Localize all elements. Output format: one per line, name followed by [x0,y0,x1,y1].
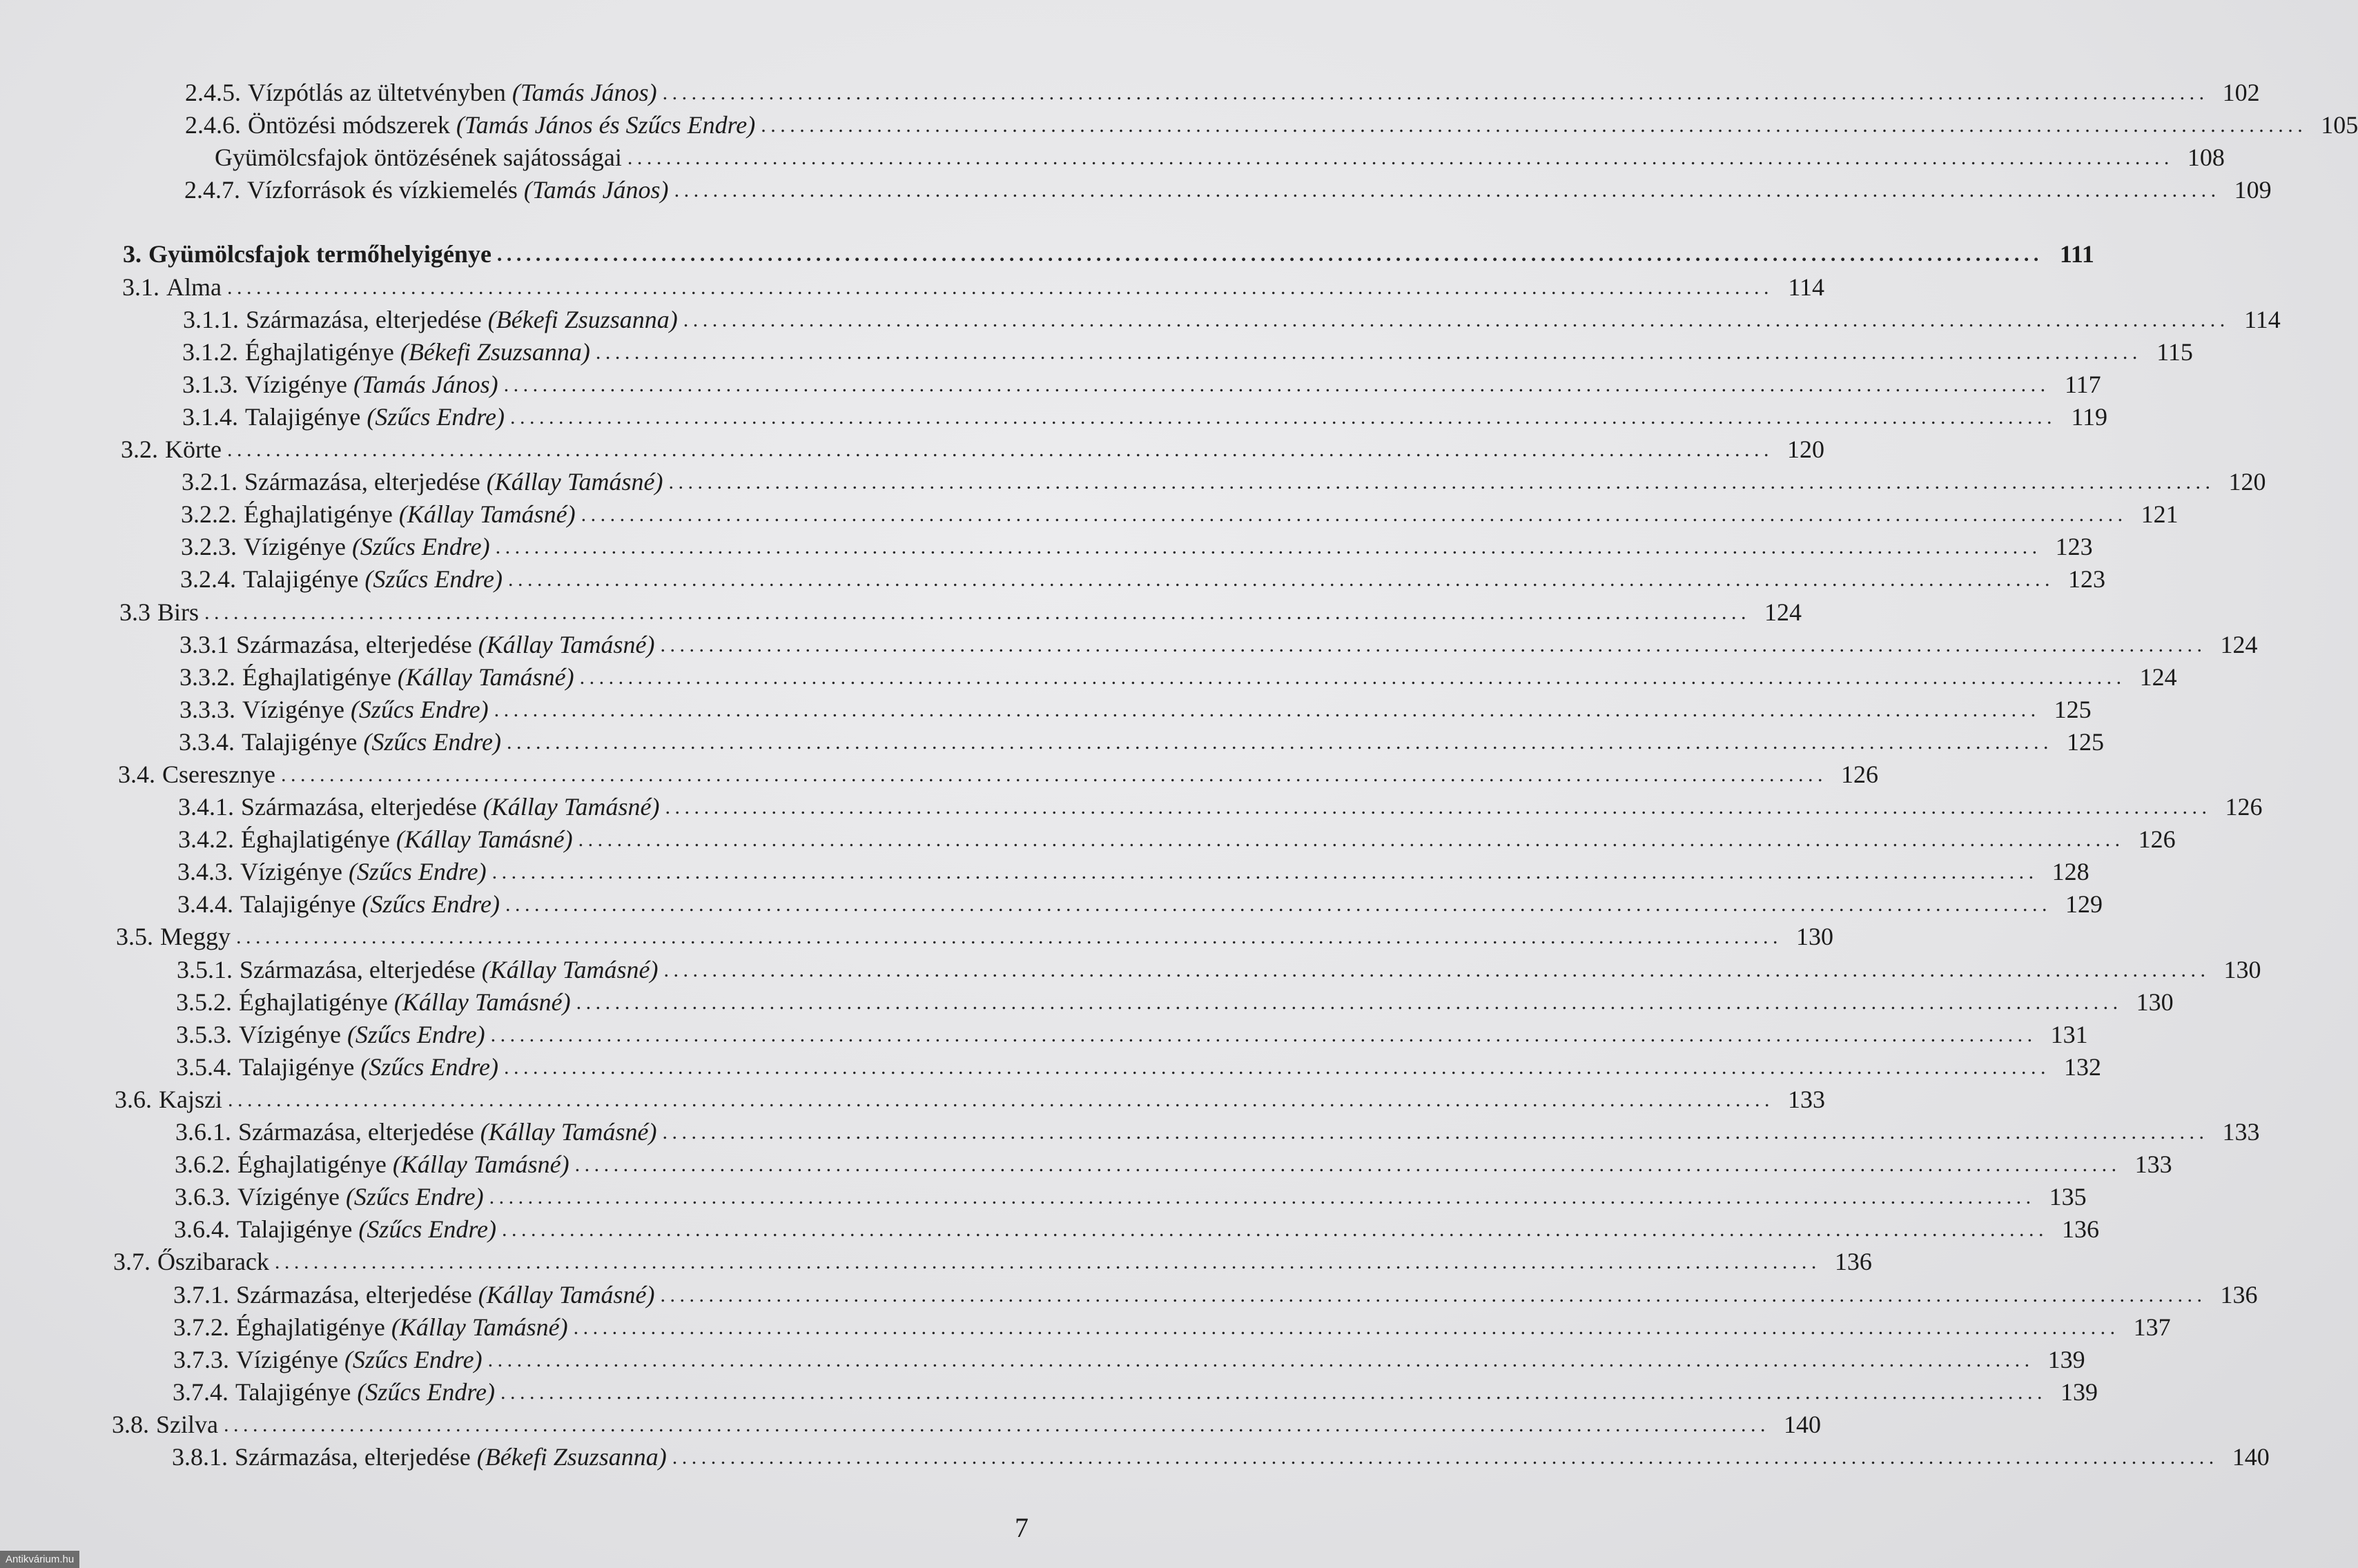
toc-entry-author: (Szűcs Endre) [357,1378,496,1406]
toc-entry-number: 3.2.4. [180,565,236,593]
toc-entry-label [176,1055,504,1079]
toc-entry-author: (Békefi Zsuzsanna) [487,306,678,333]
toc-entry-number: 3.6.3. [175,1183,231,1211]
toc-row [173,1340,2085,1373]
toc-entry-label [185,80,663,105]
toc-entry-page: 129 [2065,890,2103,918]
dot-leader: ................................................................................................................................................................ [660,634,2207,656]
toc-entry-number: 3.3 [119,598,150,626]
toc-entry-number: 3.2.2. [181,500,237,528]
toc-entry-title: Származása, elterjedése [241,793,477,821]
toc-entry-number: 3.4.3. [177,858,233,885]
toc-entry-page: 140 [2232,1443,2270,1471]
toc-entry-label [182,469,668,494]
toc-row [179,689,2092,723]
toc-entry-page: 120 [2228,468,2266,496]
page-number: 7 [1015,1512,1029,1543]
toc-entry-number: 2.4.7. [184,176,240,204]
toc-entry-title: Éghajlatigénye [241,825,390,853]
toc-entry-title: Vízigénye [237,1183,340,1211]
toc-entry-page: 121 [2141,500,2179,528]
dot-leader: ................................................................................................................................................................ [280,763,1827,786]
toc-entry-page: 136 [2062,1215,2100,1243]
toc-entry-author: (Szűcs Endre) [351,533,490,560]
dot-leader: ................................................................................................................................................................ [502,1218,2049,1241]
toc-entry-title: Származása, elterjedése [244,468,480,496]
dot-leader: ................................................................................................................................................................ [487,1349,2034,1371]
toc-entry-number: 3.4.4. [177,890,233,918]
toc-entry-page: 126 [2138,825,2176,853]
toc-entry-author: (Kállay Tamásné) [481,956,659,983]
toc-entry-number: 3.3.4. [179,728,235,756]
toc-entry-author: (Szűcs Endre) [367,403,505,431]
toc-row [176,1047,2102,1081]
toc-entry-title: Őszibarack [157,1248,269,1275]
toc-row [173,1275,2258,1309]
toc-entry-number: 3.1.2. [182,338,238,366]
toc-row [177,950,2261,983]
toc-entry-label [113,1249,275,1274]
toc-entry-page: 132 [2064,1053,2102,1081]
toc-entry-label [178,827,578,852]
toc-entry-number: 3.5.3. [176,1021,232,1048]
toc-entry-label [173,1282,660,1307]
toc-entry-title: Vízigénye [245,371,347,398]
toc-entry-label [173,1347,488,1372]
toc-entry-title: Gyümölcsfajok öntözésének sajátosságai [215,144,622,171]
dot-leader: ................................................................................................................................................................ [274,1251,1821,1273]
toc-row [179,657,2177,691]
toc-entry-number: 3.1.3. [182,371,238,398]
watermark-label: Antikvárium.hu [0,1551,79,1568]
toc-entry-author: (Szűcs Endre) [348,858,487,885]
toc-row [119,592,1802,626]
toc-entry-page: 120 [1786,435,1824,463]
toc-entry-label [179,632,660,657]
dot-leader: ................................................................................................................................................................ [500,1381,2047,1404]
toc-entry-number: 3.6.1. [175,1118,231,1146]
dot-leader: ................................................................................................................................................................ [204,601,1751,624]
toc-entry-author: (Kállay Tamásné) [392,1150,569,1178]
toc-entry-title: Meggy [160,923,231,950]
toc-entry-number: 3.5. [116,923,153,950]
toc-entry-page: 126 [2225,793,2263,821]
toc-entry-page: 102 [2222,79,2260,106]
toc-entry-label [178,794,665,819]
toc-entry-label [185,112,761,137]
toc-entry-author: (Kállay Tamásné) [486,468,663,496]
dot-leader: ................................................................................................................................................................ [672,1446,2219,1469]
toc-entry-number: 3.3.3. [179,696,235,723]
toc-entry-number: 3.1.4. [182,403,238,431]
toc-entry-author: (Tamás János) [511,79,657,106]
dot-leader: ................................................................................................................................................................ [503,373,2050,396]
toc-entry-label [175,1119,662,1144]
toc-entry-title: Talajigénye [237,1215,353,1243]
toc-entry-title: Vízforrások és vízkiemelés [247,176,518,204]
dot-leader: ................................................................................................................................................................ [578,828,2125,851]
toc-entry-page: 108 [2187,144,2225,171]
toc-entry-number: 3.5.1. [177,956,233,983]
toc-entry-page: 139 [2060,1378,2098,1406]
toc-entry-author: (Szűcs Endre) [345,1183,484,1211]
toc-entry-title: Talajigénye [235,1378,351,1406]
toc-entry-author: (Szűcs Endre) [344,1346,483,1373]
toc-entry-page: 130 [2223,956,2261,983]
toc-row [115,1079,1825,1113]
toc-entry-label [177,892,505,917]
toc-entry-title: Vízpótlás az ültetvényben [248,79,506,106]
toc-entry-title: Éghajlatigénye [244,500,393,528]
toc-entry-label [123,242,497,266]
toc-entry-title: Talajigénye [242,728,358,756]
toc-row [121,429,1824,463]
toc-entry-label [174,1217,502,1242]
toc-entry-label [172,1444,672,1469]
dot-leader: ................................................................................................................................................................ [504,1056,2051,1079]
toc-entry-label [181,534,496,559]
toc-entry-title: Szilva [156,1411,218,1438]
dot-leader: ................................................................................................................................................................ [227,1088,1774,1111]
toc-entry-title: Birs [157,598,199,626]
toc-entry-number: 3.2. [121,435,158,463]
toc-entry-page: 115 [2156,338,2193,366]
toc-entry-label [177,859,492,884]
toc-entry-number: 3.7.4. [173,1378,228,1406]
toc-entry-number: 3.7.1. [173,1281,229,1309]
toc-row [118,754,1878,788]
toc-entry-page: 131 [2050,1021,2088,1048]
toc-entry-author: (Kállay Tamásné) [398,500,576,528]
toc-entry-page: 125 [2054,696,2092,723]
toc-row [175,1144,2172,1178]
dot-leader: ................................................................................................................................................................ [490,1023,2037,1046]
toc-entry-author: (Szűcs Endre) [360,1053,499,1081]
toc-entry-author: (Szűcs Endre) [363,728,502,756]
toc-row [174,1209,2100,1243]
toc-entry-number: 3.5.2. [176,988,232,1016]
toc-entry-author: (Kállay Tamásné) [391,1313,568,1341]
toc-entry-title: Vízigénye [239,1021,341,1048]
toc-entry-page: 135 [2049,1183,2087,1211]
dot-leader: ................................................................................................................................................................ [662,81,2209,104]
toc-entry-label [116,924,236,949]
toc-entry-number: 3.7.3. [173,1346,229,1373]
toc-row [179,722,2105,756]
toc-entry-page: 123 [2055,533,2093,560]
dot-leader: ................................................................................................................................................................ [226,438,1773,461]
toc-entry-page: 136 [2220,1281,2258,1309]
toc-entry-author: (Szűcs Endre) [362,890,500,918]
toc-entry-title: Származása, elterjedése [236,631,472,658]
toc-entry-number: 3.1. [122,273,159,301]
toc-entry-author: (Szűcs Endre) [358,1215,497,1243]
toc-entry-label [180,567,508,591]
toc-entry-page: 117 [2064,371,2101,398]
toc-entry-title: Cseresznye [162,761,275,788]
dot-leader: ................................................................................................................................................................ [665,796,2212,819]
toc-row [185,72,2260,106]
toc-entry-page: 137 [2133,1313,2171,1341]
toc-entry-label [173,1380,500,1404]
toc-entry-page: 105 [2321,111,2358,139]
toc-entry-page: 130 [1796,923,1833,950]
toc-entry-title: Talajigénye [245,403,361,431]
toc-entry-title: Származása, elterjedése [246,306,482,333]
dot-leader: ................................................................................................................................................................ [491,861,2038,883]
toc-entry-author: (Szűcs Endre) [347,1021,485,1048]
toc-entry-title: Származása, elterjedése [235,1443,471,1471]
toc-entry-number: 3. [123,240,142,268]
toc-entry-label [179,729,507,754]
toc-entry-title: Öntözési módszerek [248,111,450,139]
toc-row [177,852,2089,885]
toc-entry-title: Körte [165,435,222,463]
toc-entry-title: Talajigénye [240,890,356,918]
toc-entry-label [183,307,683,332]
toc-row [116,917,1833,950]
toc-entry-title: Vízigénye [236,1346,338,1373]
toc-entry-number: 3.7. [113,1248,150,1275]
toc-entry-page: 124 [2139,663,2177,691]
toc-entry-title: Talajigénye [243,565,359,593]
toc-entry-number: 3.3.1 [179,631,229,658]
toc-entry-label [182,340,596,364]
toc-entry-title: Vízigénye [242,696,344,723]
toc-entry-label [173,1315,574,1340]
toc-row [182,462,2266,496]
dot-leader: ................................................................................................................................................................ [508,568,2055,591]
toc-row [182,397,2108,431]
toc-entry-title: Éghajlatigénye [236,1313,385,1341]
toc-row [215,137,2225,171]
dot-leader: ................................................................................................................................................................ [663,959,2210,981]
toc-row [112,1404,1821,1438]
toc-row [175,1177,2087,1211]
toc-chapter-row [123,234,2094,268]
toc-entry-title: Származása, elterjedése [238,1118,474,1146]
toc-entry-label [182,404,510,429]
toc-entry-label [177,957,663,982]
dot-leader: ................................................................................................................................................................ [660,1284,2207,1306]
toc-entry-label [182,372,504,397]
toc-row [182,364,2101,398]
dot-leader: ................................................................................................................................................................ [627,146,2174,169]
dot-leader: ................................................................................................................................................................ [579,666,2126,689]
toc-row [181,494,2179,528]
toc-entry-page: 111 [2059,240,2094,268]
toc-entry-page: 133 [2134,1150,2172,1178]
dot-leader: ................................................................................................................................................................ [236,925,1782,948]
toc-entry-page: 133 [1787,1086,1825,1113]
toc-row [122,267,1824,301]
toc-entry-number: 2.4.6. [185,111,241,139]
toc-entry-title: Éghajlatigénye [239,988,388,1016]
toc-entry-title: Kajszi [159,1086,222,1113]
dot-leader: ................................................................................................................................................................ [595,341,2142,364]
dot-leader: ................................................................................................................................................................ [495,536,2042,558]
toc-entry-number: 3.6.4. [174,1215,230,1243]
toc-entry-number: 3.5.4. [176,1053,232,1081]
toc-entry-title: Alma [166,273,222,301]
toc-entry-page: 124 [1764,598,1802,626]
toc-entry-page: 119 [2071,403,2108,431]
toc-entry-author: (Kállay Tamásné) [397,663,574,691]
toc-entry-author: (Békefi Zsuzsanna) [476,1443,667,1471]
toc-entry-page: 140 [1783,1411,1821,1438]
toc-entry-number: 3.8. [112,1411,149,1438]
toc-entry-author: (Kállay Tamásné) [480,1118,657,1146]
toc-row [183,300,2281,333]
dot-leader: ................................................................................................................................................................ [223,1413,1770,1436]
toc-entry-number: 3.7.2. [173,1313,229,1341]
toc-row [180,559,2106,593]
toc-row [173,1307,2171,1341]
toc-entry-page: 114 [1788,273,1824,301]
dot-leader: ................................................................................................................................................................ [494,698,2040,721]
toc-row [179,625,2258,658]
toc-entry-author: (Kállay Tamásné) [393,988,571,1016]
toc-entry-author: (Kállay Tamásné) [483,793,660,821]
toc-entry-page: 125 [2067,728,2105,756]
toc-entry-page: 123 [2068,565,2106,593]
toc-entry-page: 124 [2220,631,2258,658]
toc-entry-number: 3.2.3. [181,533,237,560]
dot-leader: ................................................................................................................................................................ [581,503,2127,526]
toc-entry-author: (Kállay Tamásné) [478,1281,655,1309]
toc-entry-page: 130 [2136,988,2174,1016]
toc-entry-page: 139 [2047,1346,2085,1373]
toc-entry-title: Vízigénye [240,858,342,885]
toc-entry-number: 3.6. [115,1086,152,1113]
toc-entry-label [122,275,227,300]
dot-leader: ................................................................................................................................................................ [496,243,2043,266]
dot-leader: ................................................................................................................................................................ [510,406,2057,429]
toc-row [184,170,2272,204]
dot-leader: ................................................................................................................................................................ [573,1316,2120,1339]
toc-entry-author: (Kállay Tamásné) [478,631,655,658]
dot-leader: ................................................................................................................................................................ [505,893,2052,916]
toc-entry-number: 3.4. [118,761,155,788]
toc-entry-author: (Tamás János) [523,176,669,204]
dot-leader: ................................................................................................................................................................ [489,1186,2036,1208]
toc-entry-title: Talajigénye [239,1053,355,1081]
toc-entry-number: 3.4.2. [178,825,234,853]
toc-entry-author: (Szűcs Endre) [364,565,503,593]
toc-entry-page: 126 [1840,761,1878,788]
toc-entry-title: Származása, elterjedése [236,1281,472,1309]
toc-entry-label [179,665,580,689]
toc-entry-page: 128 [2052,858,2089,885]
toc-row [173,1372,2098,1406]
dot-leader: ................................................................................................................................................................ [574,1153,2121,1176]
toc-entry-author: (Tamás János) [353,371,498,398]
toc-entry-number: 3.4.1. [178,793,234,821]
toc-entry-author: (Szűcs Endre) [350,696,489,723]
toc-entry-label [176,990,576,1015]
toc-entry-title: Éghajlatigénye [237,1150,387,1178]
dot-leader: ................................................................................................................................................................ [761,114,2308,137]
toc-entry-number: 3.3.2. [179,663,235,691]
toc-entry-author: (Kállay Tamásné) [396,825,573,853]
toc-row [181,527,2093,560]
toc-entry-title: Származása, elterjedése [240,956,476,983]
toc-entry-number: 2.4.5. [185,79,241,106]
toc-entry-title: Gyümölcsfajok termőhelyigénye [148,240,491,268]
toc-row [177,884,2103,918]
dot-leader: ................................................................................................................................................................ [226,276,1773,299]
dot-leader: ................................................................................................................................................................ [683,308,2230,331]
toc-entry-label [118,762,281,787]
toc-entry-title: Éghajlatigénye [245,338,394,366]
toc-entry-label [175,1152,575,1177]
toc-entry-label [175,1184,489,1209]
toc-entry-page: 133 [2222,1118,2260,1146]
toc-entry-label [115,1087,228,1112]
toc-entry-page: 114 [2244,306,2281,333]
dot-leader: ................................................................................................................................................................ [507,731,2054,754]
toc-entry-number: 3.2.1. [182,468,237,496]
toc-entry-title: Éghajlatigénye [242,663,391,691]
toc-entry-number: 3.1.1. [183,306,239,333]
toc-entry-label [112,1412,224,1437]
toc-row [176,1015,2088,1048]
toc-entry-label [215,145,627,170]
toc-entry-label [184,177,674,202]
toc-entry-title: Vízigénye [244,533,346,560]
toc-row [178,787,2263,821]
toc-row [175,1112,2260,1146]
toc-entry-label [179,697,494,722]
toc-row [178,819,2176,853]
toc-entry-label [121,437,227,462]
toc-entry-author: (Tamás János és Szűcs Endre) [456,111,756,139]
dot-leader: ................................................................................................................................................................ [668,471,2215,493]
toc-entry-author: (Békefi Zsuzsanna) [400,338,590,366]
toc-row [182,332,2193,366]
toc-row [172,1437,2270,1471]
toc-row [113,1242,1872,1275]
toc-entry-page: 109 [2234,176,2272,204]
toc-entry-page: 136 [1834,1248,1872,1275]
dot-leader: ................................................................................................................................................................ [662,1121,2209,1144]
dot-leader: ................................................................................................................................................................ [576,991,2123,1014]
toc-entry-label [176,1022,491,1047]
toc-entry-label [181,502,581,527]
toc-entry-label [119,600,204,625]
toc-entry-number: 3.6.2. [175,1150,231,1178]
toc-row [185,105,2358,139]
toc-entry-number: 3.8.1. [172,1443,228,1471]
toc-row [176,982,2174,1016]
dot-leader: ................................................................................................................................................................ [674,179,2221,202]
